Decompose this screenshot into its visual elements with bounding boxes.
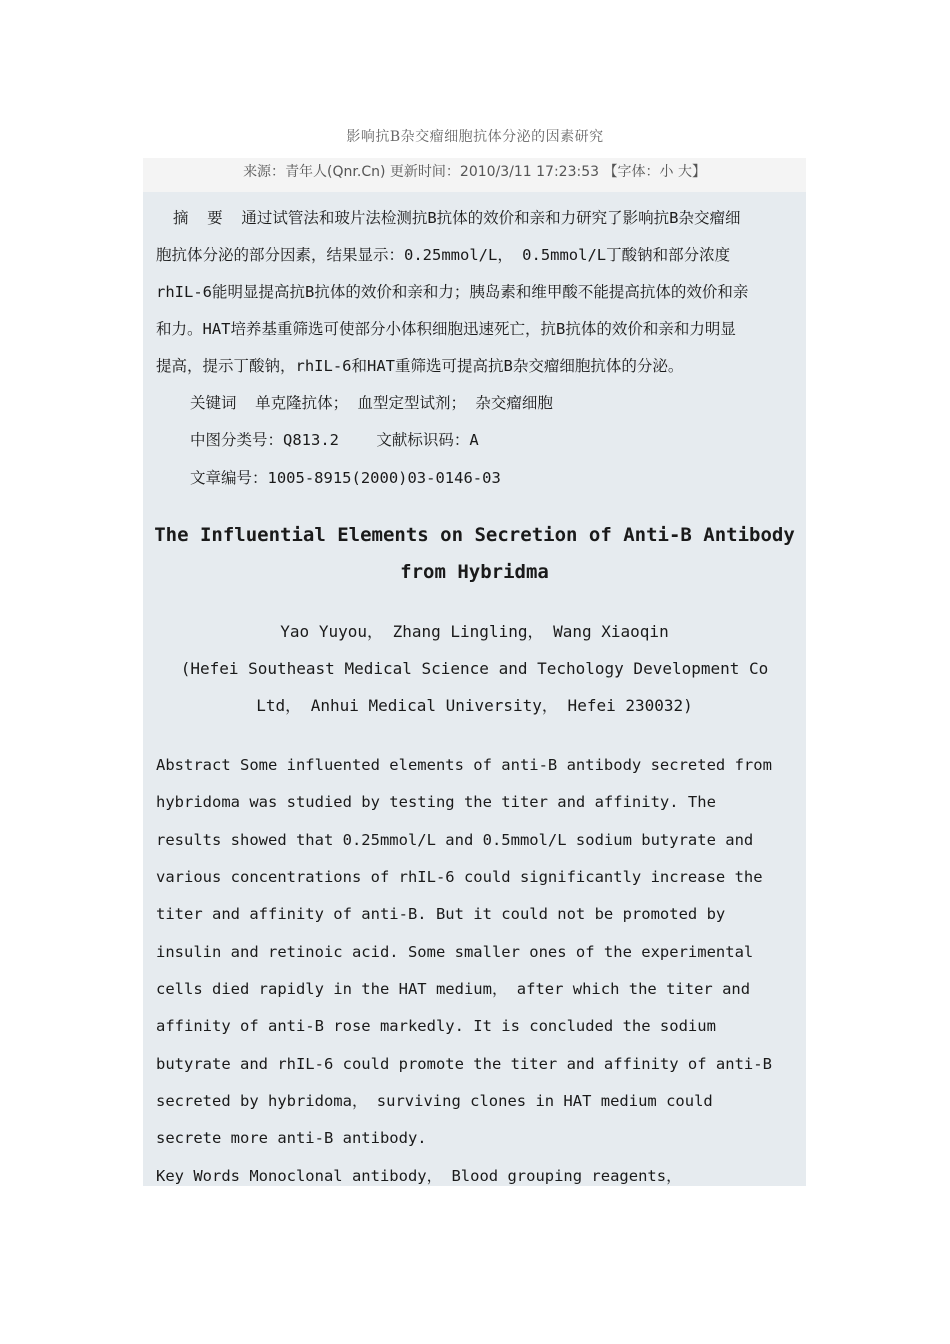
- english-authors: Yao Yuyou， Zhang Lingling， Wang Xiaoqin: [280, 622, 669, 641]
- en-abstract-line: butyrate and rhIL-6 could promote the titer and affinity of anti-B: [156, 1055, 772, 1073]
- en-abstract-line: secreted by hybridoma， surviving clones in HAT medium could: [156, 1092, 713, 1110]
- font-small-button[interactable]: 小: [659, 164, 674, 180]
- cn-article-number: 文章编号：1005-8915(2000)03-0146-03: [190, 469, 501, 487]
- english-affiliation-line: (Hefei Southeast Medical Science and Techology Development Co: [180, 659, 769, 678]
- cn-abstract-line: 提高，提示丁酸钠，rhIL-6和HAT重筛选可提高抗B杂交瘤细胞抗体的分泌。: [156, 357, 684, 375]
- en-abstract-line: titer and affinity of anti-B. But it could not be promoted by: [156, 905, 726, 923]
- en-abstract-line: secrete more anti-B antibody.: [156, 1129, 427, 1147]
- article-meta-bar: [143, 158, 806, 192]
- en-abstract-line: hybridoma was studied by testing the titer and affinity. The: [156, 793, 716, 811]
- cn-abstract-line: 胞抗体分泌的部分因素，结果显示：0.25mmol/L， 0.5mmol/L丁酸钠和部分浓度: [156, 246, 731, 264]
- page-title: 影响抗B杂交瘤细胞抗体分泌的因素研究: [346, 129, 604, 145]
- update-time: 2010/3/11 17:23:53: [459, 164, 600, 180]
- cn-classification: 中图分类号：Q813.2 文献标识码：A: [190, 431, 479, 449]
- cn-abstract-line: rhIL-6能明显提高抗B抗体的效价和亲和力；胰岛素和维甲酸不能提高抗体的效价和亲: [156, 283, 749, 301]
- cn-abstract-line: 摘 要 通过试管法和玻片法检测抗B抗体的效价和亲和力研究了影响抗B杂交瘤细: [173, 209, 741, 227]
- english-title-line: from Hybridma: [400, 561, 549, 583]
- article-body: [143, 192, 806, 1186]
- font-large-button[interactable]: 大: [677, 164, 692, 180]
- english-title-line: The Influential Elements on Secretion of Anti-B Antibody: [154, 524, 795, 546]
- font-size-end: 】: [691, 164, 706, 180]
- en-abstract-line: affinity of anti-B rose markedly. It is concluded the sodium: [156, 1017, 716, 1035]
- en-keywords: Key Words Monoclonal antibody， Blood grouping reagents，: [156, 1167, 682, 1185]
- english-affiliation-line: Ltd， Anhui Medical University， Hefei 230032): [256, 696, 693, 715]
- cn-abstract-line: 和力。HAT培养基重筛选可使部分小体积细胞迅速死亡，抗B抗体的效价和亲和力明显: [156, 320, 736, 338]
- en-abstract-line: various concentrations of rhIL-6 could significantly increase the: [156, 868, 763, 886]
- source-link[interactable]: 青年人(Qnr.Cn): [285, 164, 386, 180]
- en-abstract-line: Abstract Some influented elements of anti-B antibody secreted from: [156, 756, 772, 774]
- en-abstract-line: results showed that 0.25mmol/L and 0.5mmol/L sodium butyrate and: [156, 831, 754, 849]
- cn-keywords: 关键词 单克隆抗体； 血型定型试剂； 杂交瘤细胞: [190, 394, 553, 412]
- en-abstract-line: insulin and retinoic acid. Some smaller ones of the experimental: [156, 943, 754, 961]
- update-time-label: 更新时间：: [385, 164, 460, 180]
- en-abstract-line: cells died rapidly in the HAT medium， after which the titer and: [156, 980, 751, 998]
- source-label: 来源：: [243, 164, 286, 180]
- font-size-label: 【字体：: [599, 164, 660, 180]
